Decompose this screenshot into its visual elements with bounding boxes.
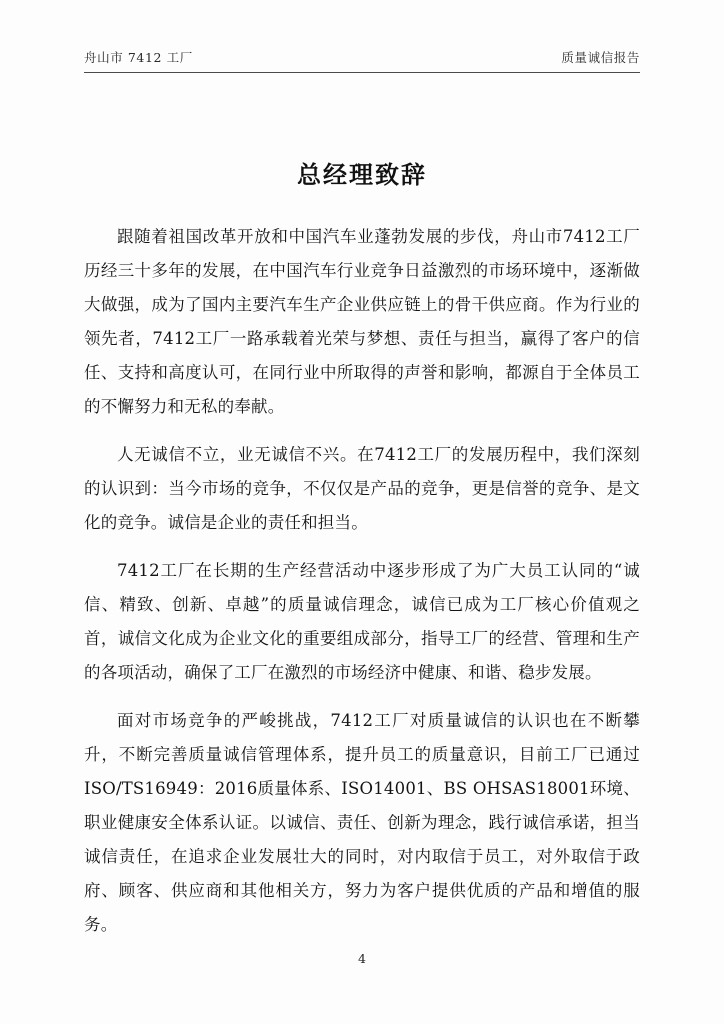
page-number: 4 bbox=[358, 951, 366, 966]
body-paragraph: 面对市场竞争的严峻挑战，7412工厂对质量诚信的认识也在不断攀升，不断完善质量诚信管理体系，提升员工的质量意识，目前工厂已通过ISO/TS16949：2016质量体系、ISO14001、BS OHSAS18001环境、职业健康安全体系认证。以诚信、责任、创新为理念，践行诚信承诺，担当诚信责任，在追求企业发展壮大的同时，对内取信于员工，对外取信于政府、顾客、供应商和其他相关方，努力为客户提供优质的产品和增值的服务。 bbox=[84, 710, 640, 934]
body-paragraph: 跟随着祖国改革开放和中国汽车业蓬勃发展的步伐，舟山市7412工厂历经三十多年的发展，在中国汽车行业竞争日益激烈的市场环境中，逐渐做大做强，成为了国内主要汽车生产企业供应链上的骨干供应商。作为行业的领先者，7412工厂一路承载着光荣与梦想、责任与担当，赢得了客户的信任、支持和高度认可，在同行业中所取得的声誉和影响，都源自于全体员工的不懈努力和无私的奉献。 bbox=[84, 227, 640, 416]
header-left-text: 舟山市 7412 工厂 bbox=[84, 50, 193, 65]
body-paragraph: 7412工厂在长期的生产经营活动中逐步形成了为广大员工认同的“诚信、精致、创新、卓越”的质量诚信理念，诚信已成为工厂核心价值观之首，诚信文化成为企业文化的重要组成部分，指导工厂的经营、管理和生产的各项活动，确保了工厂在激烈的市场经济中健康、和谐、稳步发展。 bbox=[84, 560, 640, 682]
header-right-text: 质量诚信报告 bbox=[561, 50, 640, 65]
page-header bbox=[84, 48, 640, 73]
page-title: 总经理致辞 bbox=[297, 160, 427, 189]
body-paragraph: 人无诚信不立，业无诚信不兴。在7412工厂的发展历程中，我们深刻的认识到：当今市场的竞争，不仅仅是产品的竞争，更是信誉的竞争、是文化的竞争。诚信是企业的责任和担当。 bbox=[84, 444, 640, 532]
header-divider bbox=[84, 75, 640, 77]
